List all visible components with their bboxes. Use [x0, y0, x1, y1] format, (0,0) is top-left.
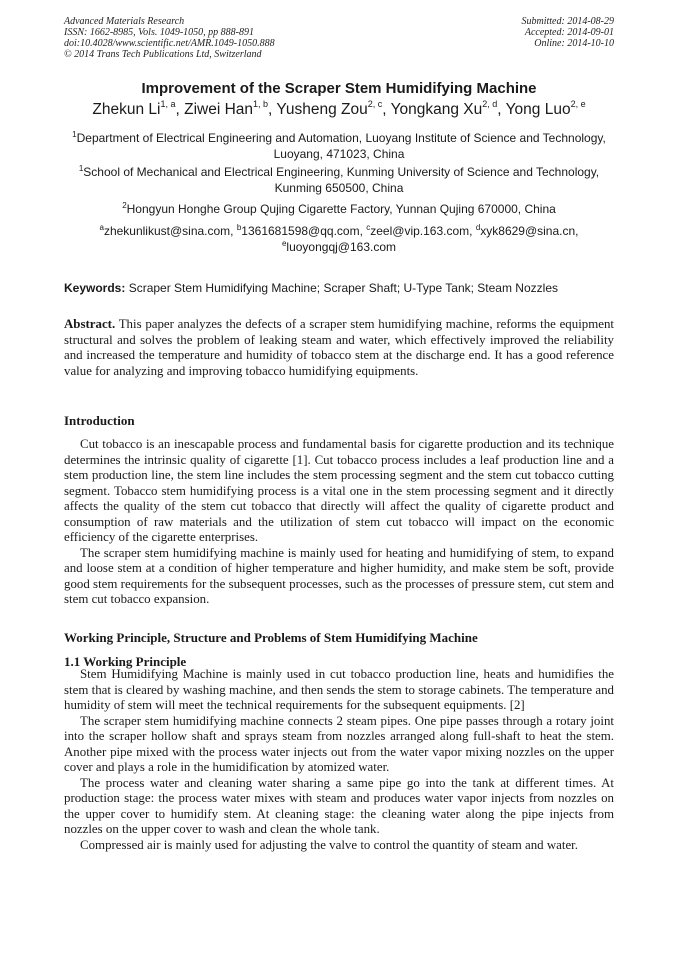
author: Yongkang Xu$^{2, d}$,	[390, 99, 506, 118]
email-link[interactable]: xyk8629@sina.cn,	[480, 224, 579, 238]
journal-name: Advanced Materials Research	[64, 16, 185, 27]
paragraph: The scraper stem humidifying machine connects 2 steam pipes. One pipe passes through a rotary joint into the scraper hollow shaft and sprays steam from nozzles arranged along full-shaft to heat the stem. Another pipe mixed with the process water injects out from the water vapor mixing nozzles on the upper cover and plays a role in the humidification by atomized water.	[64, 713, 614, 774]
submitted-date: Submitted: 2014-08-29	[521, 16, 614, 27]
keywords-text: Scraper Stem Humidifying Machine; Scraper Shaft; U-Type Tank; Steam Nozzles	[128, 281, 558, 295]
author: Yusheng Zou$^{2, c}$,	[276, 99, 391, 118]
accepted-date: Accepted: 2014-09-01	[524, 27, 614, 38]
author: Yong Luo$^{2, e}$	[505, 99, 586, 118]
author: Ziwei Han$^{1, b}$,	[184, 99, 277, 118]
email-link[interactable]: luoyongqj@163.com	[286, 239, 397, 254]
author-list	[20, 101, 658, 119]
abstract	[64, 317, 614, 379]
publication-info	[64, 16, 275, 60]
abstract-label: Abstract.	[64, 317, 116, 331]
keywords-label: Keywords:	[64, 281, 126, 295]
email-link[interactable]: zhekunlikust@sina.com,	[103, 224, 237, 238]
email-link[interactable]: zeel@vip.163.com,	[370, 224, 476, 238]
paragraph: Stem Humidifying Machine is mainly used in cut tobacco production line, heats and humidifies the stem that is cleared by washing machine, and then sends the stem to storage cabinets. The temperature and humidity of stem will meet the technical requirements for the subsequent equipments. [2]	[64, 667, 614, 712]
section-heading: Working Principle, Structure and Problems of Stem Humidifying Machine	[64, 630, 478, 645]
dates-info	[522, 16, 615, 49]
online-date: Online: 2014-10-10	[534, 38, 614, 49]
doi-line: doi:10.4028/www.scientific.net/AMR.1049-1050.888	[64, 38, 275, 49]
subsection-heading: 1.1 Working Principle	[64, 654, 187, 669]
paragraph: The scraper stem humidifying machine is mainly used for heating and humidifying of stem, to expand and loose stem at a condition of higher temperature and higher humidity, and make stem be soft, provide good stem requirements for the subsequent processes, such as the processes of pressure stem, cut stem and stem cut tobacco expansion.	[64, 545, 614, 606]
affiliation-1: $^1$Department of Electrical Engineering and Automation, Luoyang Institute of Science and Technology, Luoyang, 471023, China	[72, 130, 606, 161]
affiliation-2: $^1$School of Mechanical and Electrical Engineering, Kunming University of Science and Technology, Kunming 650500, China	[78, 164, 600, 195]
affiliation-3: $^2$Hongyun Honghe Group Qujing Cigarette Factory, Yunnan Qujing 670000, China	[122, 201, 556, 216]
abstract-text: This paper analyzes the defects of a scraper stem humidifying machine, reforms the equipment structural and solves the problem of leaking steam and water, which effectively improved the reliability and increased the temperature and humidity of tobacco stem at the discharge end. It has a good reference value for analyzing and improving tobacco humidifying equipments.	[64, 317, 614, 378]
paragraph: Cut tobacco is an inescapable process and fundamental basis for cigarette production and its technique determines the intrinsic quality of cigarette [1]. Cut tobacco process includes a leaf production line and a stem production line, the stem line includes the stem processing segment and the stem cut tobacco cutting segment. Tobacco stem humidifying process is a vital one in the stem processing segment and it directly affects the quality of the stem cut tobacco that directly will affect the quality of cigarette product and consumption of raw materials and the utilization of stem cut tobacco will impact on the economic efficiency of the cigarette enterprises.	[64, 437, 614, 544]
keywords	[64, 281, 614, 295]
paragraph: The process water and cleaning water sharing a same pipe go into the tank at different times. At production stage: the process water mixes with steam and produces water vapor injects from nozzles on the upper cover to humidify stem. At cleaning stage: the cleaning water along the pipe injects from nozzles on the upper cover to wash and clean the whole tank.	[64, 775, 614, 836]
introduction-body	[64, 437, 614, 608]
copyright-line: © 2014 Trans Tech Publications Ltd, Switzerland	[64, 49, 262, 60]
email-link[interactable]: 1361681598@qq.com,	[241, 224, 367, 238]
author: Zhekun Li$^{1, a}$,	[92, 99, 185, 118]
paragraph: Compressed air is mainly used for adjusting the valve to control the quantity of steam and water.	[80, 837, 578, 852]
email-list: $^a$zhekunlikust@sina.com, $^b$1361681598@qq.com, $^c$zeel@vip.163.com, $^d$xyk8629@sina.cn, $^e$luoyongqj@163.com	[99, 223, 579, 254]
introduction-heading: Introduction	[64, 413, 135, 428]
working-principle-body	[64, 667, 614, 853]
paper-title: Improvement of the Scraper Stem Humidifying Machine	[141, 80, 537, 97]
issn-line: ISSN: 1662-8985, Vols. 1049-1050, pp 888-891	[64, 27, 254, 38]
